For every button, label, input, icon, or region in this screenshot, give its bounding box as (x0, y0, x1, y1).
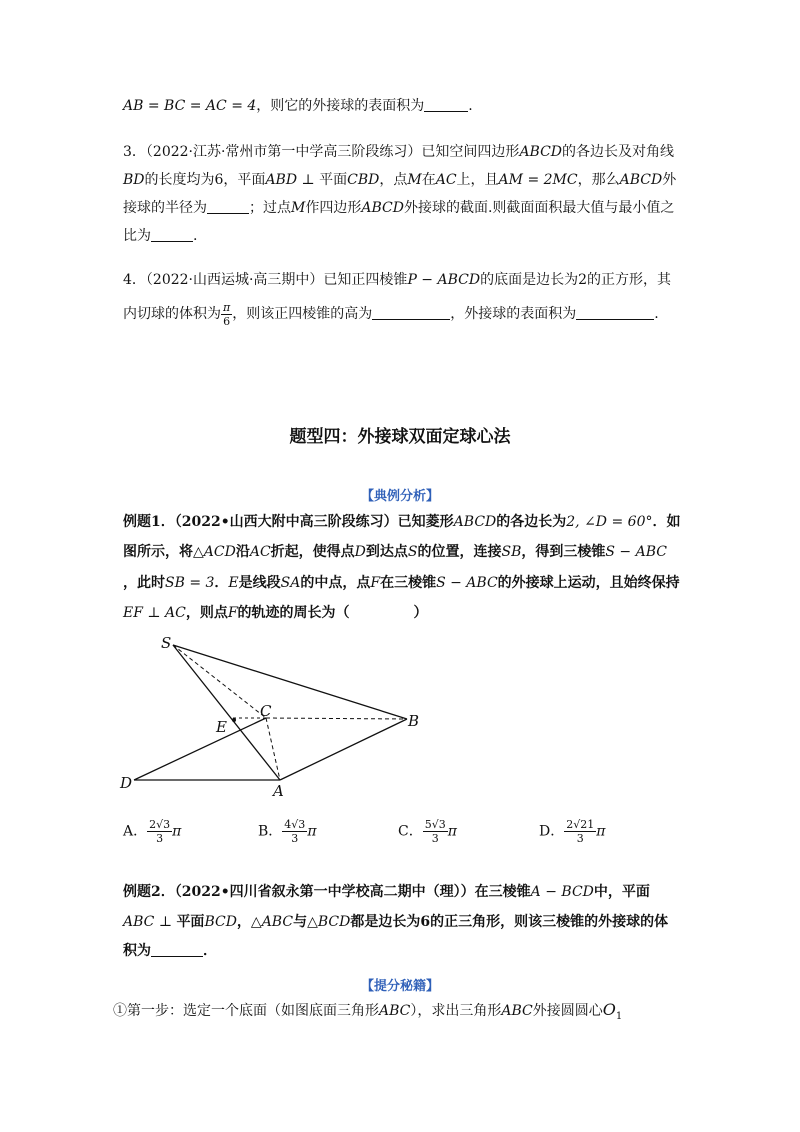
text: ①第一步：选定一个底面（如图底面三角形 (113, 1003, 379, 1019)
math-expr: S (407, 544, 418, 560)
text: 是线段 (238, 575, 281, 591)
math-expr: A − BCD (530, 884, 594, 900)
point-E (232, 718, 236, 722)
text: 例题1．（2022•山西大附中高三阶段练习）已知菱形 (123, 514, 454, 530)
math-expr: AB = BC = AC = 4 (123, 98, 257, 114)
text: 的长度均为6，平面 (144, 172, 266, 188)
text: 4．（2022·山西运城·高三期中）已知正四棱锥 (123, 272, 408, 288)
text: 外接圆圆心 (532, 1003, 603, 1019)
math-expr: SA (280, 575, 301, 591)
fraction-denominator: 3 (291, 832, 299, 845)
math-expr: F (227, 605, 238, 621)
fraction-numerator: 4√3 (284, 818, 306, 831)
math-expr: AM = 2MC (498, 172, 578, 188)
q3-line-4 (123, 226, 197, 246)
option-letter: A． (123, 823, 148, 840)
label-B: B (408, 712, 420, 730)
ex1-line-3 (123, 573, 680, 593)
edge-SB (173, 645, 407, 719)
text: ；过点 (249, 200, 291, 216)
math-expr: ABC (379, 1003, 411, 1019)
text: ，得到三棱锥 (521, 544, 606, 560)
text: 都是边长为6的正三角形，则该三棱锥的外接球的体 (350, 914, 669, 930)
edge-SC (173, 645, 266, 718)
text: 平面 (176, 914, 205, 930)
pi-symbol: π (172, 823, 182, 840)
label-S: S (161, 634, 172, 652)
text: 折起，使得点 (270, 544, 355, 560)
fraction-numerator: 2√3 (149, 818, 171, 831)
answer-blank (576, 305, 654, 320)
math-expr: BD (123, 172, 145, 188)
text: 的底面是边长为2的正方形，其 (480, 272, 672, 288)
q3-line-3 (123, 198, 674, 218)
math-expr: AC (249, 544, 271, 560)
math-expr: D (354, 544, 366, 560)
text: 在 (421, 172, 436, 188)
math-expr: ABCD (453, 514, 497, 530)
edge-AB (280, 719, 407, 780)
math-expr: CBD (347, 172, 380, 188)
label-A: A (273, 782, 284, 800)
text: 图所示，将 (123, 544, 193, 560)
edge-DC (134, 718, 266, 780)
text: ，那么 (577, 172, 620, 188)
math-expr: S − ABC (605, 544, 667, 560)
text: 3．（2022·江苏·常州市第一中学高三阶段练习）已知空间四边形 (123, 144, 520, 160)
math-expr: O (602, 1000, 616, 1019)
text: ，则它的外接球的表面积为 (256, 98, 425, 114)
label-C: C (260, 702, 272, 720)
fraction-numerator: 2√21 (566, 818, 595, 831)
subheading-tips: 【提分秘籍】 (360, 979, 439, 994)
q4-line-1 (123, 270, 671, 290)
math-expr: M (407, 172, 422, 188)
pyramid-figure (115, 630, 425, 800)
text: 沿 (235, 544, 250, 560)
pi-symbol: π (307, 823, 317, 840)
text: 积为 (123, 943, 151, 959)
math-expr: AC (435, 172, 457, 188)
text: 作四边形 (305, 200, 362, 216)
text: ，则该正四棱锥的高为 (232, 306, 373, 322)
label-E: E (216, 718, 227, 736)
q3-line-1 (123, 142, 674, 162)
option-a[interactable] (123, 818, 181, 845)
math-expr: S − ABC (436, 575, 498, 591)
fraction-denominator: 6 (223, 314, 231, 328)
pi-symbol: π (447, 823, 457, 840)
text: 与 (293, 914, 308, 930)
math-expr: △ABC (250, 914, 294, 930)
text: 平面 (319, 172, 348, 188)
math-expr: 2, ∠D = 60° (566, 514, 653, 530)
answer-blank (207, 199, 249, 214)
text: 到达点 (365, 544, 408, 560)
math-expr: M (291, 200, 306, 216)
fraction-denominator: 3 (576, 832, 584, 845)
section-title: 题型四：外接球双面定球心法 (289, 427, 511, 447)
fraction-numerator: 5√3 (424, 818, 446, 831)
ex2-line-3 (123, 941, 217, 961)
text: ），求出三角形 (410, 1003, 502, 1019)
math-expr: △BCD (307, 914, 351, 930)
math-expr: ABCD (361, 200, 404, 216)
text: 例题2．（2022•四川省叙永第一中学校高二期中（理））在三棱锥 (123, 884, 531, 900)
option-letter: C． (398, 823, 423, 840)
text: . (654, 306, 659, 322)
answer-blank (151, 227, 193, 242)
option-b[interactable] (258, 818, 317, 845)
option-d[interactable] (539, 818, 605, 845)
q3-line-2 (123, 170, 676, 190)
math-expr: ABC ⊥ (123, 914, 177, 930)
text: . (468, 98, 473, 114)
subscript: 1 (615, 1010, 623, 1022)
text: 的轨迹的周长为（ (237, 605, 350, 621)
text: 的各边长及对角线 (562, 144, 675, 160)
math-expr: ABC (501, 1003, 533, 1019)
text: 外接球的截面.则截面面积最大值与最小值之 (403, 200, 675, 216)
fraction (221, 301, 232, 328)
math-expr: SB (501, 544, 522, 560)
fraction-denominator: 3 (431, 832, 439, 845)
text: 的各边长为 (496, 514, 567, 530)
text: 外 (662, 172, 677, 188)
math-expr: F (370, 575, 381, 591)
math-expr: P − ABCD (407, 272, 481, 288)
text: ） (413, 605, 428, 621)
math-expr: E (228, 575, 239, 591)
text: ． (214, 575, 229, 591)
ex2-line-2 (123, 912, 668, 932)
text: 中，平面 (593, 884, 650, 900)
ex1-line-1 (123, 512, 680, 532)
q4-line-2 (123, 298, 659, 330)
text: 接球的半径为 (123, 200, 207, 216)
text: 的位置，连接 (417, 544, 502, 560)
math-expr: ABCD (519, 144, 563, 160)
text: 在三棱锥 (380, 575, 437, 591)
text: 比为 (123, 228, 151, 244)
math-expr: SB = 3 (165, 575, 215, 591)
text: 的中点，点 (300, 575, 371, 591)
fraction (423, 818, 448, 845)
tip-line-1 (113, 1000, 622, 1027)
math-expr: ABCD (619, 172, 663, 188)
text: 上，且 (456, 172, 499, 188)
fraction (147, 818, 172, 845)
text: ，点 (379, 172, 408, 188)
text-line-1 (123, 96, 473, 116)
text: ，外接球的表面积为 (450, 306, 577, 322)
math-expr: △ACD (193, 544, 236, 560)
text: ． (203, 943, 217, 959)
fraction-denominator: 3 (156, 832, 164, 845)
answer-blank (151, 942, 203, 957)
subheading-example-analysis: 【典例分析】 (360, 489, 439, 504)
text: 的外接球上运动，且始终保持 (497, 575, 680, 591)
text: 内切球的体积为 (123, 306, 221, 322)
option-letter: D． (539, 823, 565, 840)
fraction (282, 818, 307, 845)
edge-CB (266, 718, 407, 719)
answer-blank (424, 97, 468, 112)
math-expr: EF ⊥ AC (123, 605, 186, 621)
option-c[interactable] (398, 818, 457, 845)
text: ，此时 (123, 575, 165, 591)
answer-blank (372, 305, 450, 320)
text: . (193, 228, 198, 244)
pi-symbol: π (596, 823, 606, 840)
fraction-numerator: π (223, 300, 231, 314)
text: ，则点 (185, 605, 228, 621)
option-letter: B． (258, 823, 283, 840)
ex1-line-2 (123, 542, 667, 562)
text: ．如 (652, 514, 681, 530)
ex2-line-1 (123, 882, 650, 902)
math-expr: BCD (204, 914, 237, 930)
text: ， (236, 914, 251, 930)
label-D: D (120, 774, 133, 792)
fraction (564, 818, 596, 845)
ex1-line-4 (123, 603, 428, 623)
math-expr: ABD ⊥ (265, 172, 320, 188)
